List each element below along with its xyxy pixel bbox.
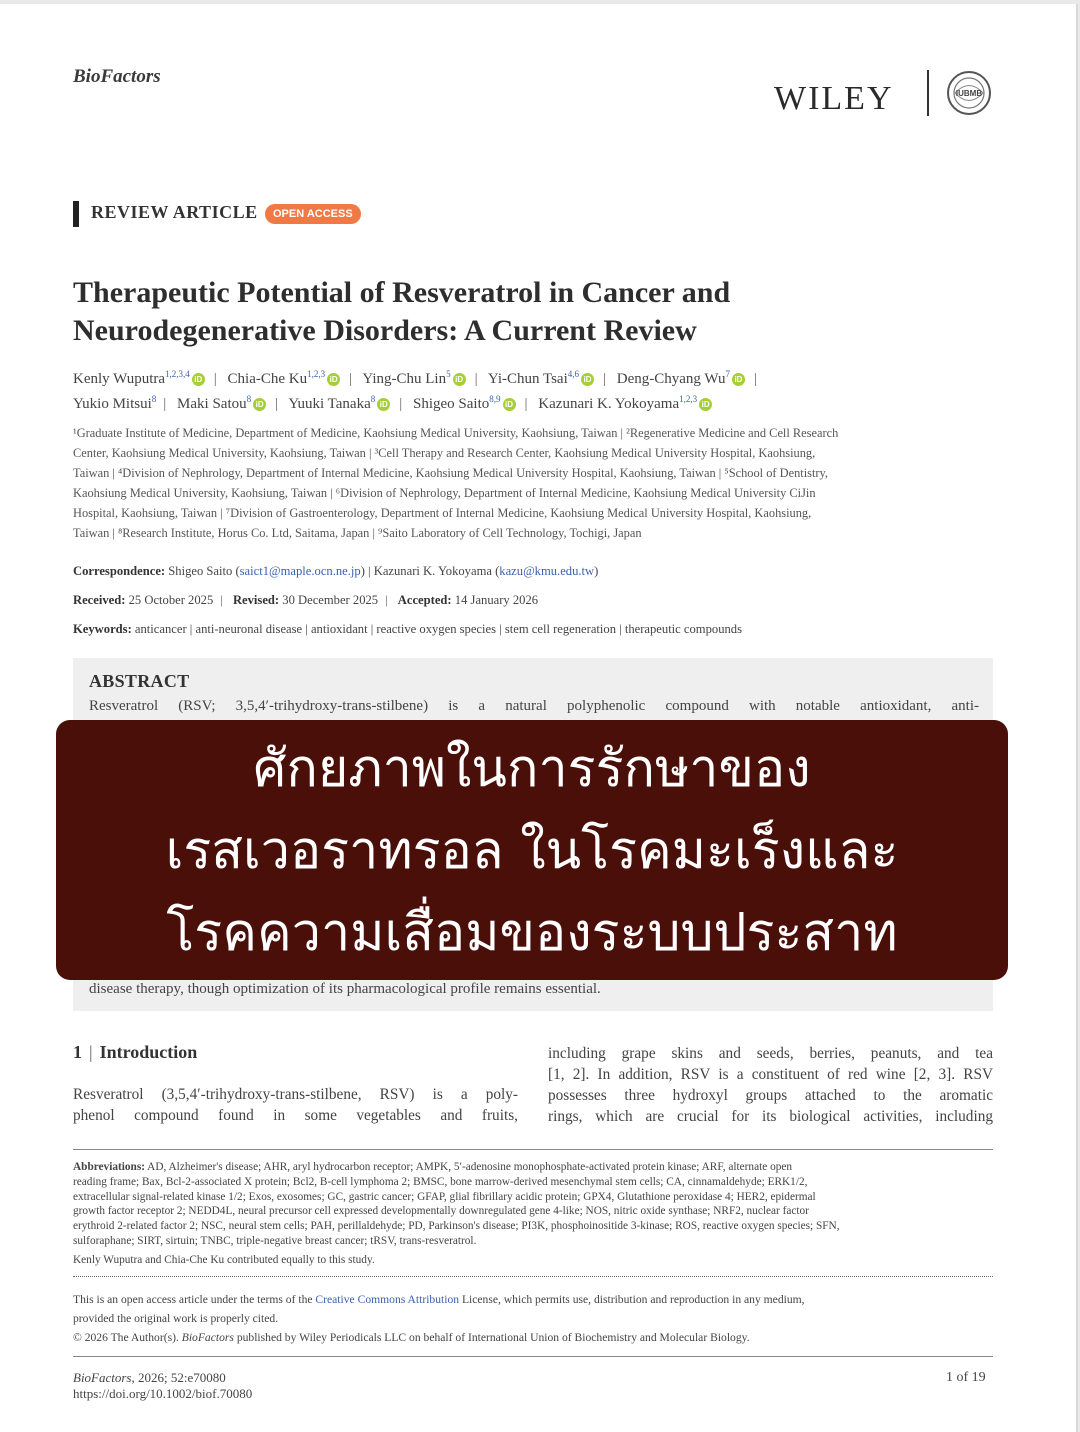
logo-divider: [927, 70, 929, 116]
abbrev-line: extracellular signal-related kinase 1/2; Exos, exosomes; GC, gastric cancer; GFAP, glial fibrillary acidic protein; GPX4, Glutathione peroxidase 4; HER2, epidermal: [73, 1190, 816, 1203]
author-affiliation-marker: 4,6: [567, 369, 579, 379]
orcid-icon[interactable]: iD: [503, 398, 516, 411]
author-name[interactable]: Ying-Chu Lin: [362, 371, 447, 387]
citation-volume: , 2026; 52:e70080: [131, 1370, 226, 1385]
separator: |: [399, 396, 403, 412]
correspondence: [73, 564, 993, 579]
page-number: 1 of 19: [946, 1370, 986, 1385]
title-line: Neurodegenerative Disorders: A Current Review: [73, 314, 697, 347]
abbrev-label: Abbreviations:: [73, 1161, 145, 1173]
copyright-text: © 2026 The Author(s).: [73, 1331, 182, 1344]
affiliation-line: Center, Kaohsiung Medical University, Kaohsiung, Taiwan | ³Cell Therapy and Research Center, Kaohsiung Medical University Hospital, Kaohsiung,: [73, 446, 816, 460]
correspondence-close: ): [594, 564, 599, 578]
license-text: License, which permits use, distribution and reproduction in any medium,: [459, 1293, 805, 1306]
affiliations: [73, 423, 988, 543]
revised-date: 30 December 2025: [282, 593, 379, 607]
section-number: 1: [73, 1042, 82, 1062]
separator: |: [753, 371, 757, 387]
author-affiliation-marker: 8: [246, 394, 252, 404]
citation: [73, 1370, 226, 1386]
thai-title-line: เรสเวอราทรอล ในโรคมะเร็งและ: [165, 821, 899, 881]
keywords-label: Keywords:: [73, 622, 132, 636]
text-line: Resveratrol (3,5,4′-trihydroxy-trans-stilbene, RSV) is a poly-: [73, 1086, 518, 1103]
separator: |: [213, 371, 217, 387]
author-affiliation-marker: 7: [725, 369, 730, 379]
contribution-note: Kenly Wuputra and Chia-Che Ku contributed equally to this study.: [73, 1253, 375, 1266]
author-affiliation-marker: 8: [151, 394, 157, 404]
orcid-icon[interactable]: iD: [732, 373, 745, 386]
footnote-rule: [73, 1149, 993, 1150]
affiliation-line: Taiwan | ⁴Division of Nephrology, Department of Internal Medicine, Kaohsiung Medical University Hospital, Kaohsiung, Taiwan | ⁵School of Dentistry,: [73, 466, 829, 480]
left-column-text: [73, 1084, 518, 1126]
author-line: [73, 389, 993, 414]
correspondence-label: Correspondence:: [73, 564, 166, 578]
orcid-icon[interactable]: iD: [327, 373, 340, 386]
affiliation-line: Hospital, Kaohsiung, Taiwan | ⁷Division of Gastroenterology, Department of Internal Medicine, Kaohsiung Medical University Hospital, Kaohsiung,: [73, 506, 812, 520]
author-affiliation-marker: 1,2,3,4: [165, 369, 190, 379]
author-name[interactable]: Shigeo Saito: [413, 396, 490, 412]
author-name[interactable]: Yukio Mitsui: [73, 396, 152, 412]
author-affiliation-marker: 1,2,3: [307, 369, 326, 379]
dotted-divider: [73, 1276, 993, 1277]
copyright-journal: BioFactors: [181, 1331, 234, 1344]
author-name[interactable]: Kenly Wuputra: [73, 371, 166, 387]
copyright-text: published by Wiley Periodicals LLC on behalf of International Union of Biochemistry and Molecular Biology.: [233, 1331, 750, 1344]
abbrev-line: erythroid 2-related factor 2; NSC, neural stem cells; PAH, perillaldehyde; PD, Parkinson's disease; PI3K, phosphoinositide 3-kinase; ROS, reactive oxygen species; SFN,: [73, 1220, 840, 1233]
author-list: [73, 364, 993, 414]
email-link[interactable]: saict1@maple.ocn.ne.jp: [239, 564, 361, 578]
doi-link[interactable]: https://doi.org/10.1002/biof.70080: [73, 1386, 253, 1401]
abbrev-line: growth factor receptor 2; NEDD4L, neural precursor cell expressed developmentally downregulated gene 4-like; NOS, nitric oxide synthase; NRF2, nuclear factor: [73, 1205, 809, 1218]
footer-rule: [73, 1356, 993, 1357]
author-line: [73, 364, 993, 389]
received-label: Received:: [73, 593, 126, 607]
article-dates: Received: 25 October 2025 | Revised: 30 December 2025 | Accepted: 14 January 2026: [73, 593, 539, 607]
text-line: including grape skins and seeds, berries, peanuts, and tea: [548, 1045, 993, 1062]
right-column-text: [548, 1043, 993, 1127]
author-name[interactable]: Chia-Che Ku: [227, 371, 308, 387]
license-text: This is an open access article under the terms of the: [73, 1293, 316, 1306]
journal-name: BioFactors: [73, 66, 161, 87]
author-name[interactable]: Deng-Chyang Wu: [616, 371, 726, 387]
abstract-heading: ABSTRACT: [89, 671, 190, 691]
author-affiliation-marker: 5: [446, 369, 451, 379]
accepted-label: Accepted:: [397, 593, 452, 607]
text-line: possesses three hydroxyl groups attached to the aromatic: [548, 1087, 993, 1104]
correspondence-name: Shigeo Saito (: [168, 564, 240, 578]
license-notice: [73, 1290, 993, 1347]
abbrev-line: reading frame; Bax, Bcl-2-associated X protein; Bcl2, B-cell lymphoma 2; BMSC, bone marrow-derived mesenchymal stem cells; CA, cinnamaldehyde; ERK1/2,: [73, 1175, 808, 1188]
thai-title-line: ศักยภาพในการรักษาของ: [253, 739, 811, 799]
text-line: [1, 2]. In addition, RSV is a constituent of red wine [2, 3]. RSV: [548, 1066, 993, 1083]
text-line: phenol compound found in some vegetables and fruits,: [73, 1107, 518, 1124]
keywords-text: anticancer | anti-neuronal disease | antioxidant | reactive oxygen species | stem cell regeneration | therapeutic compounds: [134, 622, 742, 636]
article-title: [73, 274, 973, 350]
orcid-icon[interactable]: iD: [253, 398, 266, 411]
keywords: [73, 622, 993, 637]
separator: |: [524, 396, 528, 412]
orcid-icon[interactable]: iD: [192, 373, 205, 386]
open-access-badge: OPEN ACCESS: [265, 204, 361, 224]
revised-label: Revised:: [232, 593, 280, 607]
orcid-icon[interactable]: iD: [377, 398, 390, 411]
separator: |: [275, 396, 279, 412]
orcid-icon[interactable]: iD: [699, 398, 712, 411]
accepted-date: 14 January 2026: [454, 593, 539, 607]
abbreviations: [73, 1160, 993, 1268]
abbrev-line: sulforaphane; SIRT, sirtuin; TNBC, triple-negative breast cancer; tRSV, trans-resveratrol.: [73, 1234, 477, 1247]
article-page: [0, 4, 1078, 1432]
article-type-label: REVIEW ARTICLE: [91, 202, 258, 222]
separator: |: [349, 371, 353, 387]
citation-journal: BioFactors: [73, 1370, 132, 1385]
separator: |: [474, 371, 478, 387]
separator: |: [603, 371, 607, 387]
article-type-bar: [73, 201, 79, 227]
thai-title-text: [56, 728, 1008, 974]
abstract-text: disease therapy, though optimization of its pharmacological profile remains essential.: [89, 981, 601, 997]
section-heading: 1 | Introduction: [73, 1042, 198, 1062]
title-line: Therapeutic Potential of Resveratrol in Cancer and: [73, 276, 731, 309]
email-link[interactable]: kazu@kmu.edu.tw: [499, 564, 595, 578]
orcid-icon[interactable]: iD: [581, 373, 594, 386]
text-line: rings, which are crucial for its biological activities, including: [548, 1108, 993, 1125]
orcid-icon[interactable]: iD: [453, 373, 466, 386]
author-name[interactable]: Kazunari K. Yokoyama: [538, 396, 680, 412]
abstract-text: Resveratrol (RSV; 3,5,4′-trihydroxy-trans-stilbene) is a natural polyphenolic compound with notable antioxidant, anti-: [89, 698, 979, 714]
copyright-line: [73, 1328, 993, 1347]
author-name[interactable]: Yi-Chun Tsai: [487, 371, 568, 387]
affiliation-line: Taiwan | ⁸Research Institute, Horus Co. Ltd, Saitama, Japan | ⁹Saito Laboratory of Cell Technology, Tochigi, Japan: [73, 526, 642, 540]
svg-text:IUBMB: IUBMB: [955, 89, 983, 98]
abbrev-text: AD, Alzheimer's disease; AHR, aryl hydrocarbon receptor; AMPK, 5′-adenosine monophosphate-activated protein kinase; ARF, alternate open: [144, 1161, 793, 1173]
separator: |: [163, 396, 167, 412]
section-title: Introduction: [99, 1042, 198, 1062]
license-line: [73, 1290, 993, 1309]
affiliation-line: ¹Graduate Institute of Medicine, Department of Medicine, Kaohsiung Medical University, Kaohsiung, Taiwan | ²Regenerative Medicine and Cell Research: [73, 426, 839, 440]
publisher-logo: WILEY: [774, 80, 894, 117]
affiliation-line: Kaohsiung Medical University, Kaohsiung, Taiwan | ⁶Division of Nephrology, Department of Internal Medicine, Kaohsiung Medical University CiJin: [73, 486, 816, 500]
license-link[interactable]: Creative Commons Attribution: [315, 1293, 460, 1306]
correspondence-name: ) | Kazunari K. Yokoyama (: [360, 564, 500, 578]
received-date: 25 October 2025: [128, 593, 214, 607]
iubmb-seal-icon: [946, 70, 992, 116]
author-affiliation-marker: 1,2,3: [679, 394, 698, 404]
thai-title-line: โรคความเสื่อมของระบบประสาท: [166, 903, 898, 963]
author-name[interactable]: Yuuki Tanaka: [288, 396, 371, 412]
author-name[interactable]: Maki Satou: [177, 396, 247, 412]
license-line: provided the original work is properly cited.: [73, 1312, 279, 1325]
author-affiliation-marker: 8: [370, 394, 376, 404]
author-affiliation-marker: 8,9: [489, 394, 501, 404]
abbrev-line: [73, 1160, 993, 1175]
